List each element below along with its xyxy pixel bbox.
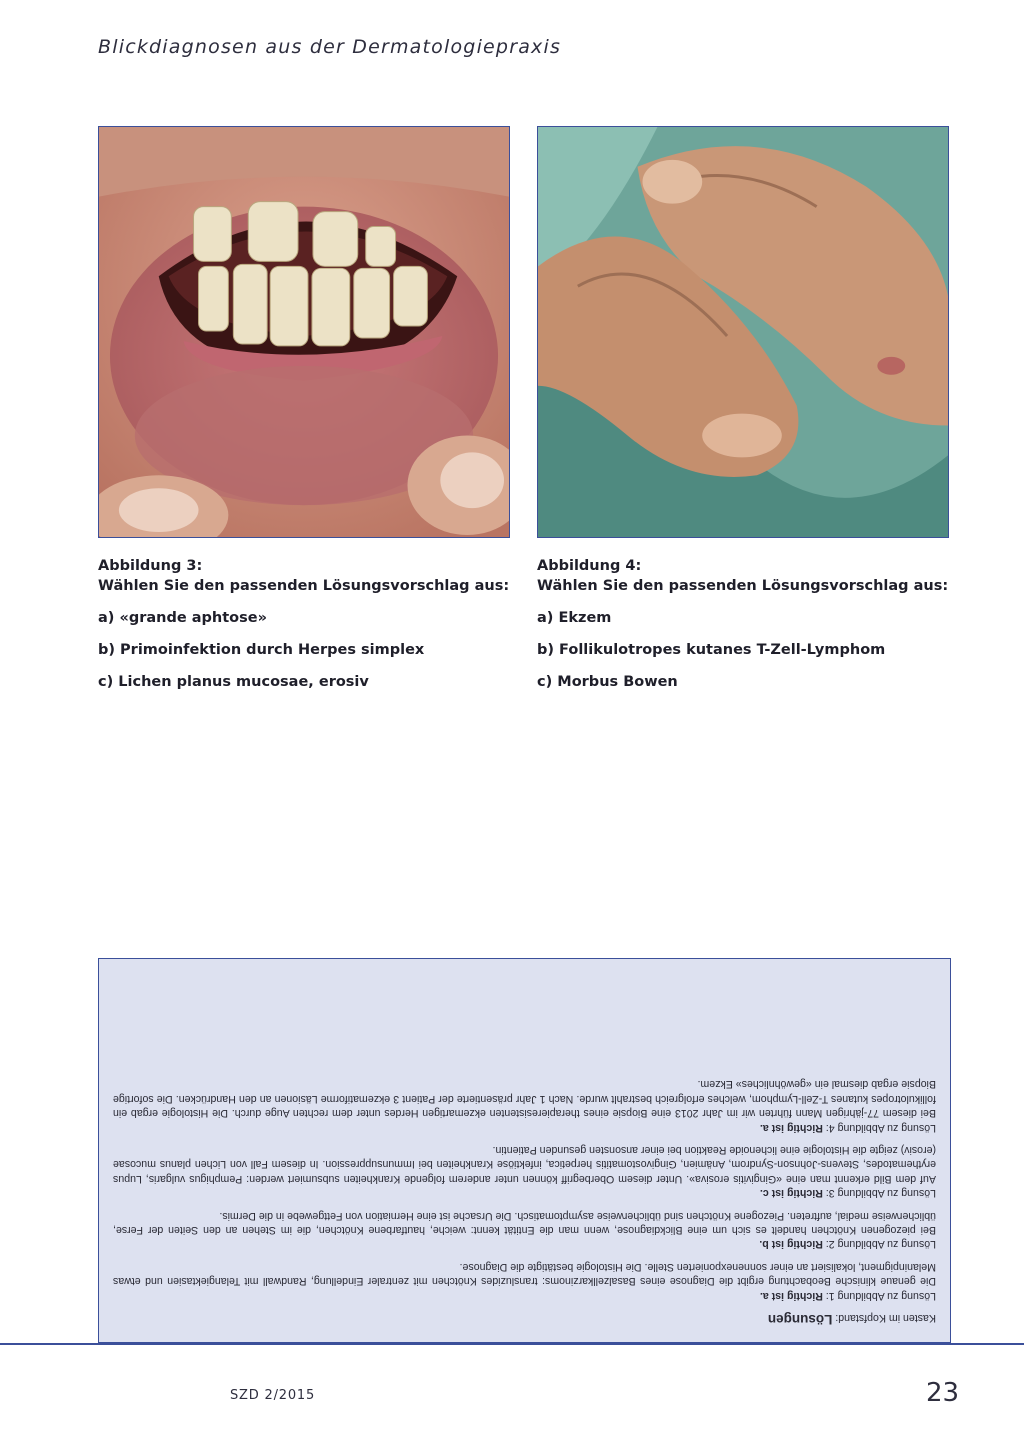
solutions-kicker: Kasten im Kopfstand: bbox=[835, 1312, 936, 1324]
solution-answer: Richtig ist a. bbox=[759, 1121, 823, 1134]
question-prompt: Wählen Sie den passenden Lösungsvorschlag aus: bbox=[537, 578, 949, 594]
solution-label: Lösung zu Abbildung 2: bbox=[825, 1238, 936, 1251]
solution-text: Bei piezogenen Knötchen handelt es sich um eine Blickdiagnose, wenn man die Entität kennt: weiche, hautfarbene Knötchen, die im Stehen an den Seiten der Ferse, üblicherweise medial, auftreten. Piezogene Knötchen sind üblicherweise asymptomatisch. Die Ursache ist eine Herniation von Fettgewebe in die Dermis. bbox=[113, 1209, 936, 1236]
solution-label: Lösung zu Abbildung 1: bbox=[825, 1289, 936, 1302]
answer-option-c: c) Morbus Bowen bbox=[537, 674, 678, 690]
solutions-headline: Lösungen bbox=[767, 1312, 833, 1327]
figure-4-caption bbox=[537, 556, 957, 704]
figure-3-photo bbox=[98, 126, 510, 538]
figure-3-caption bbox=[98, 556, 518, 704]
solution-answer: Richtig ist a. bbox=[759, 1289, 823, 1302]
solution-text: Auf dem Bild erkennt man eine «Gingivitis erosiva». Unter diesem Oberbegriff können unter anderem folgende Krankheiten subsumiert werden: Pemphigus vulgaris, Lupus erythematodes, Stevens-Johnson-Syndrom, Anämien, Gingivostomatitis herpetica, infektiöse Krankheiten bei Immunsuppression. In diesem Fall von Lichen planus mucosae (erosiv) zeigte die Histologie eine lichenoide Reaktion bei einer ansonsten gesunden Patientin. bbox=[113, 1143, 936, 1185]
answer-option-c: c) Lichen planus mucosae, erosiv bbox=[98, 674, 369, 690]
journal-issue: SZD 2/2015 bbox=[230, 1388, 316, 1403]
solutions-upside-down-content bbox=[99, 959, 950, 1342]
solution-text: Bei diesem 77-jährigen Mann führten wir im Jahr 2013 eine Biopsie eines therapieresistenten ekzemartigen Herdes unter dem rechten Auge durch. Die Histologie ergab ein follikulotropes kutanes T-Zell-Lymphom, welches erfolgreich bestrahlt wurde. Nach 1 Jahr präsentierte der Patient 3 ekzematiforme Läsionen an den Handrücken. Die sofortige Biopsie ergab diesmal ein «gewöhnliches» Ekzem. bbox=[113, 1078, 936, 1120]
figure-label: Abbildung 4: bbox=[537, 558, 642, 574]
hands-photo-illustration bbox=[538, 127, 948, 537]
answer-option-a: a) «grande aphtose» bbox=[98, 610, 267, 626]
solutions-box bbox=[98, 958, 951, 1343]
figure-label: Abbildung 3: bbox=[98, 558, 203, 574]
mouth-photo-illustration bbox=[99, 127, 509, 537]
page-number: 23 bbox=[926, 1378, 960, 1408]
footer-divider bbox=[0, 1343, 1024, 1345]
solution-text: Die genaue klinische Beobachtung ergibt die Diagnose eines Basalzellkarzinoms: transluzides Knötchen mit zentraler Eindellung, Randwall mit Telangiektasien und etwas Melaninpigment, lokalisiert an einer sonnenexponierten Stelle. Die Histologie bestätigte die Diagnose. bbox=[113, 1260, 936, 1288]
solution-answer: Richtig ist c. bbox=[759, 1187, 823, 1200]
solution-answer: Richtig ist b. bbox=[759, 1238, 823, 1251]
question-prompt: Wählen Sie den passenden Lösungsvorschlag aus: bbox=[98, 578, 510, 594]
page-header-title: Blickdiagnosen aus der Dermatologiepraxis bbox=[98, 36, 562, 58]
answer-option-b: b) Follikulotropes kutanes T-Zell-Lymphom bbox=[537, 642, 886, 658]
solution-label: Lösung zu Abbildung 3: bbox=[825, 1187, 936, 1200]
figure-4-photo bbox=[537, 126, 949, 538]
solution-label: Lösung zu Abbildung 4: bbox=[825, 1121, 936, 1134]
answer-option-a: a) Ekzem bbox=[537, 610, 612, 626]
answer-option-b: b) Primoinfektion durch Herpes simplex bbox=[98, 642, 425, 658]
